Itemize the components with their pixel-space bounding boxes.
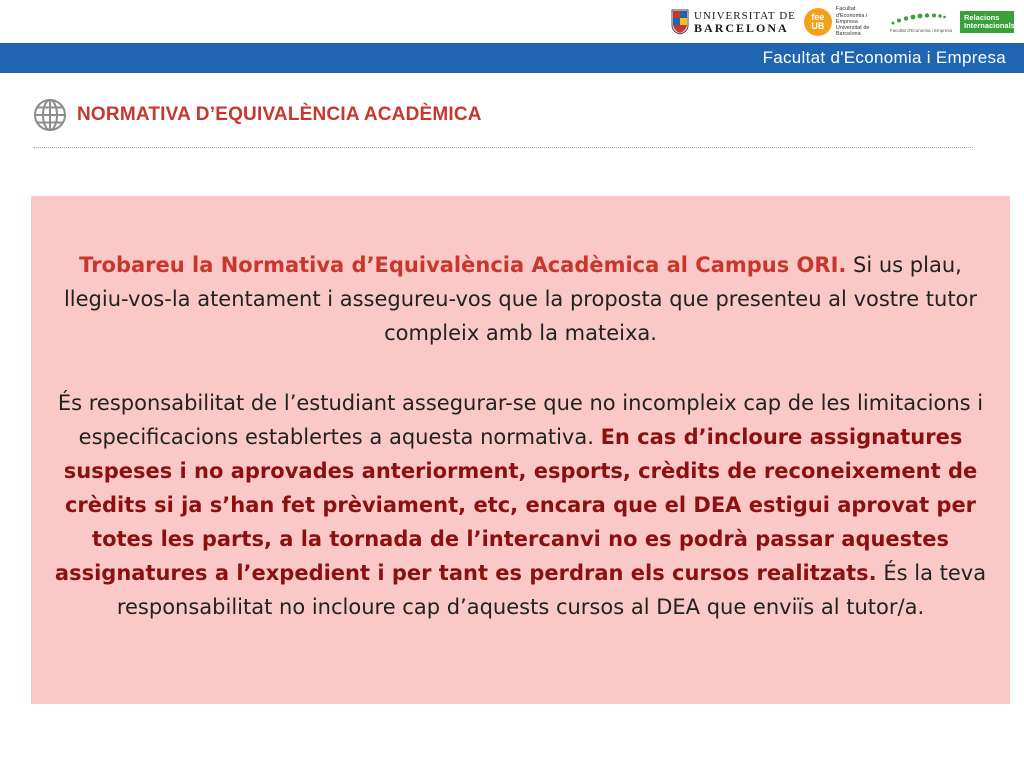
- paragraph-1-text: Si us plau, llegiu-vos-la atentament i assegureu-vos que la proposta que presenteu al vostre tutor compleix amb la mateixa.: [63, 253, 978, 345]
- faculty-banner-title: Facultat d'Economia i Empresa: [762, 48, 1006, 67]
- paragraph-1-bold: Trobareu la Normativa d’Equivalència Acadèmica al Campus ORI.: [79, 253, 847, 277]
- fee-badge-top: fee: [811, 12, 825, 22]
- page-title: NORMATIVA D’EQUIVALÈNCIA ACADÈMICA: [77, 104, 482, 125]
- fee-logo[interactable]: [804, 6, 882, 38]
- paragraph-2-bold: En cas d’incloure assignatures suspeses i no aprovades anteriorment, esports, crèdits de reconeixement de crèdits si ja s’han fet prèviament, etc, encara que el DEA estigui aprovat per totes les parts, a la tornada de l’intercanvi no es podrà passar aquestes assignatures a l’expedient i per tant es perdran els cursos realitzats.: [54, 425, 978, 585]
- fee-badge: [804, 8, 832, 36]
- ub-shield-icon: [671, 9, 689, 35]
- globe-icon: [33, 98, 67, 132]
- fee-logo-text: Facultat d'Economia i Empresa Universitat de Barcelona: [835, 6, 870, 38]
- dots-logo[interactable]: [890, 12, 952, 33]
- relacions-internacionals-badge[interactable]: Relacions Internacionals: [960, 11, 1014, 34]
- ub-logo[interactable]: [671, 9, 796, 35]
- header-logos: [671, 6, 1014, 38]
- paragraph-2: [49, 386, 992, 624]
- paragraph-2-text-start: És responsabilitat de l’estudiant assegurar-se que no incompleix cap de les limitacions i especificacions establertes a aquesta normativa.: [57, 391, 984, 449]
- dots-arc-icon: [890, 12, 946, 26]
- paragraph-1: [49, 248, 992, 350]
- heading-divider: [33, 147, 973, 148]
- faculty-banner: [0, 43, 1024, 73]
- dots-logo-caption: Facultat d'Economia i Empresa: [889, 27, 952, 33]
- info-panel: [31, 196, 1010, 704]
- fee-badge-bottom: UB: [811, 21, 825, 31]
- paragraph-2-text-end: És la teva responsabilitat no incloure cap d’aquests cursos al DEA que enviïs al tutor/a.: [116, 561, 987, 619]
- ub-logo-line1: UNIVERSITAT DE: [694, 9, 796, 22]
- ub-logo-line2: BARCELONA: [694, 20, 789, 35]
